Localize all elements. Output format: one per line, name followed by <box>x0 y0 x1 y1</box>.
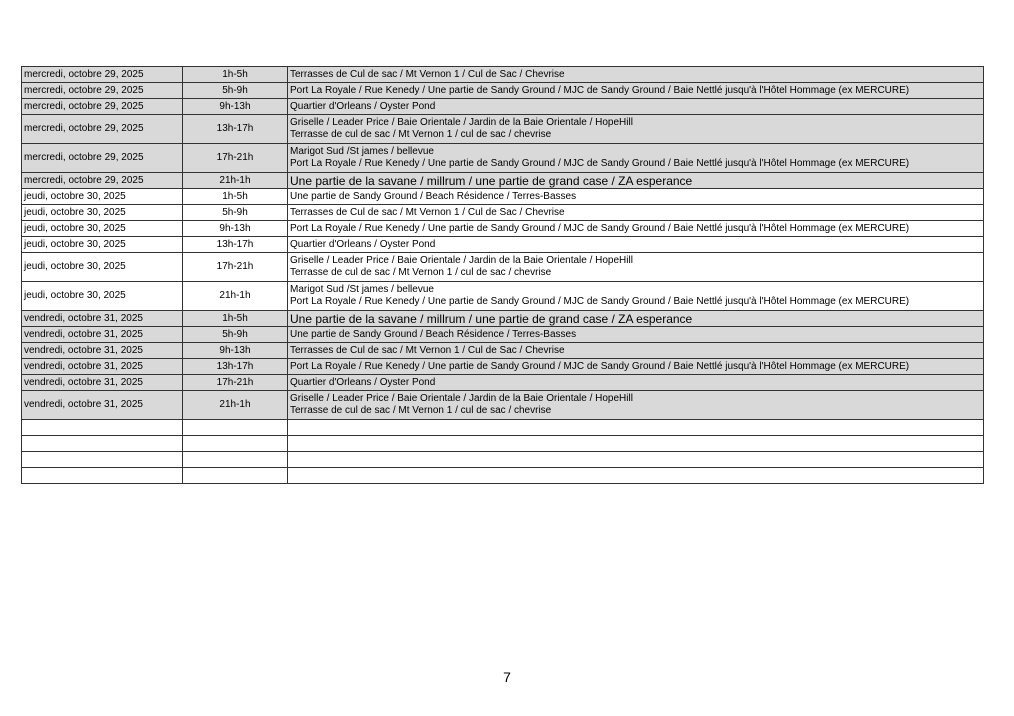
time-slot-cell: 17h-21h <box>183 253 288 282</box>
zone-cell <box>288 359 984 375</box>
zone-line: Marigot Sud /St james / bellevue <box>290 284 434 295</box>
zone-line: Port La Royale / Rue Kenedy / Une partie de Sandy Ground / MJC de Sandy Ground / Baie Nettlé jusqu'à l'Hôtel Hommage (ex MERCURE) <box>290 158 910 169</box>
date-cell: vendredi, octobre 31, 2025 <box>22 375 183 391</box>
zone-cell <box>288 189 984 205</box>
date-cell: mercredi, octobre 29, 2025 <box>22 83 183 99</box>
time-slot-cell: 17h-21h <box>183 144 288 173</box>
time-slot-cell: 21h-1h <box>183 173 288 189</box>
empty-cell <box>288 452 984 468</box>
zone-line: Une partie de Sandy Ground / Beach Résidence / Terres-Basses <box>290 328 577 340</box>
zone-cell <box>288 173 984 189</box>
time-slot-cell: 9h-13h <box>183 99 288 115</box>
zone-cell <box>288 282 984 311</box>
date-cell: jeudi, octobre 30, 2025 <box>22 189 183 205</box>
empty-cell <box>183 420 288 436</box>
empty-table-row <box>22 452 984 468</box>
zone-line: Une partie de la savane / millrum / une partie de grand case / ZA esperance <box>290 311 693 326</box>
time-slot-cell: 13h-17h <box>183 115 288 144</box>
zone-line: Port La Royale / Rue Kenedy / Une partie de Sandy Ground / MJC de Sandy Ground / Baie Nettlé jusqu'à l'Hôtel Hommage (ex MERCURE) <box>290 360 910 372</box>
table-row <box>22 311 984 327</box>
time-slot-cell: 21h-1h <box>183 391 288 420</box>
table-row <box>22 99 984 115</box>
empty-table-row <box>22 420 984 436</box>
zone-line: Terrasses de Cul de sac / Mt Vernon 1 / Cul de Sac / Chevrise <box>290 68 565 80</box>
zone-cell <box>288 237 984 253</box>
zone-line: Griselle / Leader Price / Baie Orientale / Jardin de la Baie Orientale / HopeHill <box>290 393 633 404</box>
empty-table-row <box>22 468 984 484</box>
zone-line: Port La Royale / Rue Kenedy / Une partie de Sandy Ground / MJC de Sandy Ground / Baie Nettlé jusqu'à l'Hôtel Hommage (ex MERCURE) <box>290 84 910 96</box>
zone-line: Terrasses de Cul de sac / Mt Vernon 1 / Cul de Sac / Chevrise <box>290 344 565 356</box>
table-row <box>22 221 984 237</box>
zone-line: Terrasse de cul de sac / Mt Vernon 1 / cul de sac / chevrise <box>290 405 552 416</box>
table-row <box>22 253 984 282</box>
time-slot-cell: 5h-9h <box>183 205 288 221</box>
table-row <box>22 282 984 311</box>
zone-line: Quartier d'Orleans / Oyster Pond <box>290 100 436 112</box>
zone-cell <box>288 327 984 343</box>
zone-cell <box>288 115 984 144</box>
empty-cell <box>22 468 183 484</box>
time-slot-cell: 13h-17h <box>183 237 288 253</box>
table-row <box>22 189 984 205</box>
zone-line: Griselle / Leader Price / Baie Orientale / Jardin de la Baie Orientale / HopeHill <box>290 255 633 266</box>
zone-line: Quartier d'Orleans / Oyster Pond <box>290 238 436 250</box>
time-slot-cell: 13h-17h <box>183 359 288 375</box>
zone-cell <box>288 253 984 282</box>
empty-cell <box>288 420 984 436</box>
date-cell: jeudi, octobre 30, 2025 <box>22 237 183 253</box>
table-row <box>22 67 984 83</box>
date-cell: mercredi, octobre 29, 2025 <box>22 99 183 115</box>
table-row <box>22 359 984 375</box>
table-row <box>22 144 984 173</box>
zone-cell <box>288 99 984 115</box>
zone-cell <box>288 83 984 99</box>
empty-table-row <box>22 436 984 452</box>
time-slot-cell: 1h-5h <box>183 189 288 205</box>
time-slot-cell: 1h-5h <box>183 67 288 83</box>
zone-line: Griselle / Leader Price / Baie Orientale / Jardin de la Baie Orientale / HopeHill <box>290 117 633 128</box>
empty-cell <box>22 452 183 468</box>
zone-line: Une partie de la savane / millrum / une partie de grand case / ZA esperance <box>290 173 693 188</box>
schedule-body <box>22 67 984 484</box>
date-cell: jeudi, octobre 30, 2025 <box>22 221 183 237</box>
page-number: 7 <box>503 669 511 685</box>
date-cell: vendredi, octobre 31, 2025 <box>22 391 183 420</box>
zone-line: Terrasses de Cul de sac / Mt Vernon 1 / Cul de Sac / Chevrise <box>290 206 565 218</box>
zone-cell <box>288 221 984 237</box>
table-row <box>22 327 984 343</box>
table-row <box>22 375 984 391</box>
table-row <box>22 173 984 189</box>
date-cell: jeudi, octobre 30, 2025 <box>22 253 183 282</box>
empty-cell <box>288 468 984 484</box>
empty-cell <box>288 436 984 452</box>
table-row <box>22 237 984 253</box>
zone-line: Une partie de Sandy Ground / Beach Résidence / Terres-Basses <box>290 190 577 202</box>
date-cell: mercredi, octobre 29, 2025 <box>22 115 183 144</box>
date-cell: mercredi, octobre 29, 2025 <box>22 67 183 83</box>
zone-line: Port La Royale / Rue Kenedy / Une partie de Sandy Ground / MJC de Sandy Ground / Baie Nettlé jusqu'à l'Hôtel Hommage (ex MERCURE) <box>290 222 910 234</box>
zone-line: Quartier d'Orleans / Oyster Pond <box>290 376 436 388</box>
table-row <box>22 205 984 221</box>
time-slot-cell: 9h-13h <box>183 221 288 237</box>
time-slot-cell: 21h-1h <box>183 282 288 311</box>
date-cell: vendredi, octobre 31, 2025 <box>22 343 183 359</box>
date-cell: mercredi, octobre 29, 2025 <box>22 144 183 173</box>
zone-cell <box>288 144 984 173</box>
table-row <box>22 343 984 359</box>
empty-cell <box>22 420 183 436</box>
table-row <box>22 391 984 420</box>
time-slot-cell: 5h-9h <box>183 83 288 99</box>
date-cell: vendredi, octobre 31, 2025 <box>22 359 183 375</box>
table-row <box>22 115 984 144</box>
zone-line: Terrasse de cul de sac / Mt Vernon 1 / cul de sac / chevrise <box>290 267 552 278</box>
empty-cell <box>183 468 288 484</box>
empty-cell <box>183 452 288 468</box>
time-slot-cell: 5h-9h <box>183 327 288 343</box>
zone-cell <box>288 343 984 359</box>
date-cell: vendredi, octobre 31, 2025 <box>22 311 183 327</box>
zone-cell <box>288 205 984 221</box>
date-cell: jeudi, octobre 30, 2025 <box>22 282 183 311</box>
outage-schedule-table <box>21 66 984 484</box>
zone-cell <box>288 67 984 83</box>
time-slot-cell: 17h-21h <box>183 375 288 391</box>
table-row <box>22 83 984 99</box>
date-cell: jeudi, octobre 30, 2025 <box>22 205 183 221</box>
zone-line: Port La Royale / Rue Kenedy / Une partie de Sandy Ground / MJC de Sandy Ground / Baie Nettlé jusqu'à l'Hôtel Hommage (ex MERCURE) <box>290 296 910 307</box>
zone-cell <box>288 375 984 391</box>
zone-cell <box>288 311 984 327</box>
empty-cell <box>183 436 288 452</box>
date-cell: mercredi, octobre 29, 2025 <box>22 173 183 189</box>
zone-line: Terrasse de cul de sac / Mt Vernon 1 / cul de sac / chevrise <box>290 129 552 140</box>
zone-cell <box>288 391 984 420</box>
zone-line: Marigot Sud /St james / bellevue <box>290 146 434 157</box>
time-slot-cell: 1h-5h <box>183 311 288 327</box>
date-cell: vendredi, octobre 31, 2025 <box>22 327 183 343</box>
time-slot-cell: 9h-13h <box>183 343 288 359</box>
empty-cell <box>22 436 183 452</box>
